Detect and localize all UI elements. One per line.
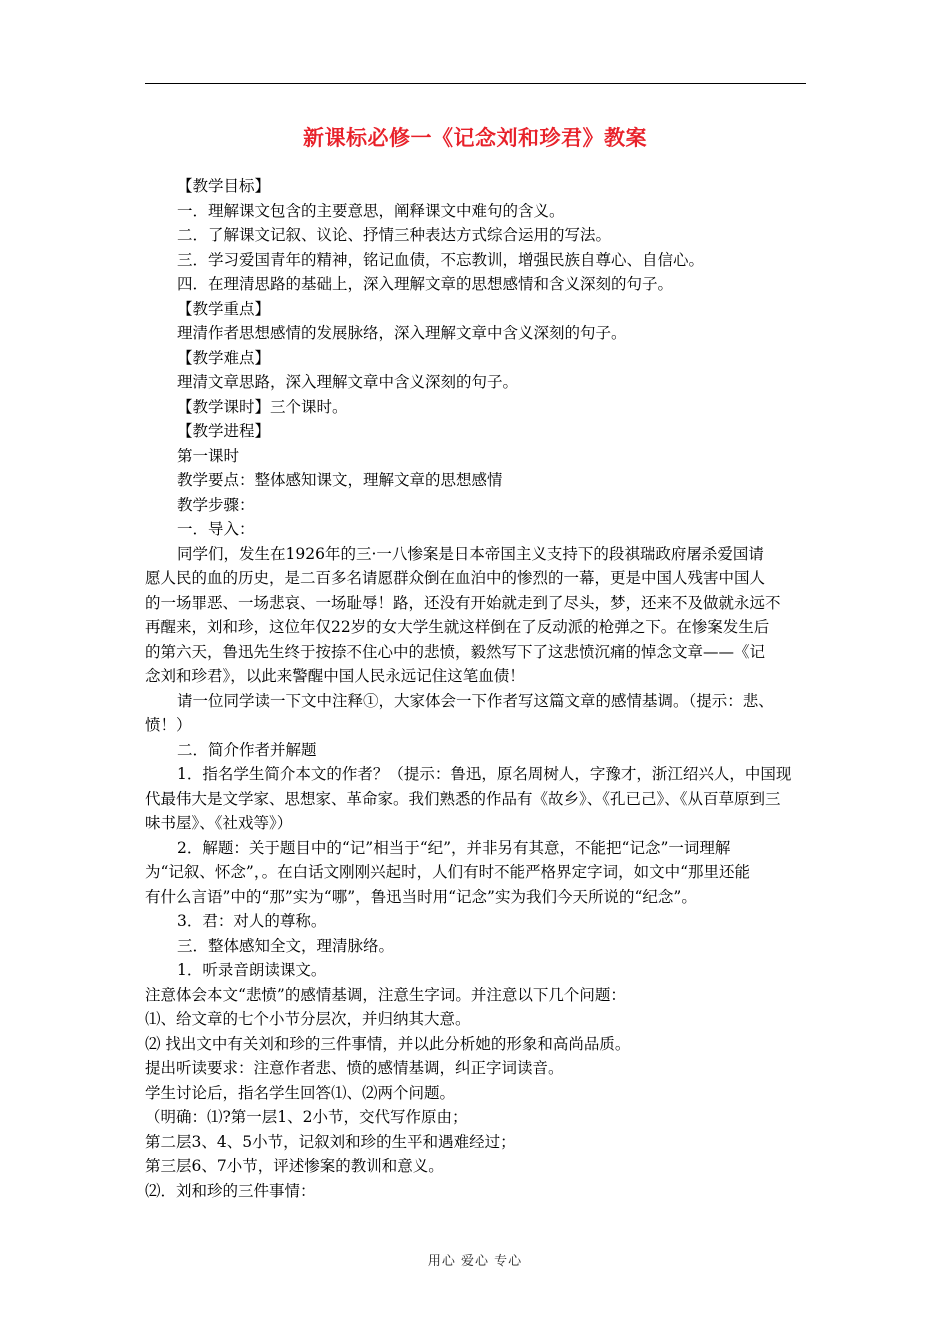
text-line: 的一场罪恶、一场悲哀、一场耻辱！路，还没有开始就走到了尽头，梦，还来不及做就永远不: [145, 593, 781, 612]
section-overview: 三．整体感知全文，理清脉络。: [177, 936, 395, 955]
text-line: 为“记叙、怀念”，。在白话文刚刚兴起时，人们有时不能严格界定字词，如文中“那里还能: [145, 863, 751, 881]
heading-difficulties: 【教学难点】: [177, 348, 271, 367]
objective-4: 四．在理清思路的基础上，深入理解文章的思想感情和含义深刻的句子。: [177, 275, 674, 293]
text-line: ⑵．刘和珍的三件事情：: [145, 1181, 316, 1200]
lesson-focus: 教学要点：整体感知课文，理解文章的思想感情: [177, 471, 503, 489]
text-line: 注意体会本文“悲愤”的感情基调，注意生字词。并注意以下几个问题：: [145, 985, 626, 1004]
document-title: 新课标必修一《记念刘和珍君》教案: [303, 125, 647, 150]
text-line: 再醒来，刘和珍，这位年仅22岁的女大学生就这样倒在了反动派的枪弹之下。在惨案发生后: [145, 618, 770, 636]
document-body: [145, 174, 807, 1203]
text-line: 有什么言语”中的“那”实为“哪”，鲁迅当时用“记念”实为我们今天所说的“纪念”。: [145, 887, 697, 906]
objective-1: 一．理解课文包含的主要意思，阐释课文中难句的含义。: [177, 201, 565, 220]
text-line: ⑵ 找出文中有关刘和珍的三件事情，并以此分析她的形象和高尚品质。: [145, 1034, 631, 1053]
text-line: 请一位同学读一下文中注释①，大家体会一下作者写这篇文章的感情基调。（提示：悲、: [177, 691, 774, 710]
text-line: 第二层3、4、5小节，记叙刘和珍的生平和遇难经过；: [145, 1132, 516, 1151]
objective-3: 三．学习爱国青年的精神，铭记血债，不忘教训，增强民族自尊心、自信心。: [177, 250, 705, 269]
text-line: 念刘和珍君》，以此来警醒中国人民永远记住这笔血债！: [145, 667, 525, 685]
title-explanation-paragraph: [145, 836, 807, 910]
section-author: 二．简介作者并解题: [177, 740, 317, 759]
page-footer: 用心 爱心 专心: [427, 1254, 523, 1269]
text-line: 1．指名学生简介本文的作者？（提示：鲁迅，原名周树人，字豫才，浙江绍兴人，中国现: [177, 765, 792, 783]
text-line: 味书屋》、《社戏等》）: [145, 814, 293, 832]
note-paragraph: [145, 689, 807, 738]
heading-key-points: 【教学重点】: [177, 299, 271, 318]
item-jun: 3．君：对人的尊称。: [177, 912, 327, 930]
text-line: 学生讨论后，指名学生回答⑴、⑵两个问题。: [145, 1083, 456, 1102]
text-line: 提出听读要求：注意作者悲、愤的感情基调，纠正字词读音。: [145, 1059, 564, 1077]
text-line: 愤！）: [145, 716, 192, 734]
heading-process: 【教学进程】: [177, 422, 271, 440]
text-line: 2．解题：关于题目中的“记”相当于“纪”，并非另有其意，不能把“记念”一词理解: [177, 838, 731, 857]
text-line: （明确：⑴?第一层1、2小节，交代写作原由；: [145, 1108, 468, 1126]
first-lesson: 第一课时: [177, 446, 240, 465]
key-points-text: 理清作者思想感情的发展脉络，深入理解文章中含义深刻的句子。: [177, 324, 627, 342]
text-line: 同学们，发生在1926年的三·一八惨案是日本帝国主义支持下的段祺瑞政府屠杀爱国请: [177, 544, 764, 563]
objective-2: 二．了解课文记叙、议论、抒情三种表达方式综合运用的写法。: [177, 226, 612, 244]
teaching-steps: 教学步骤：: [177, 495, 255, 514]
intro-paragraph: [145, 542, 807, 689]
text-line: 第三层6、7小节，评述惨案的教训和意义。: [145, 1157, 444, 1175]
text-line: 1．听录音朗读课文。: [177, 961, 327, 979]
step-intro: 一．导入：: [177, 520, 255, 538]
class-hours: 【教学课时】三个课时。: [177, 397, 348, 416]
text-line: ⑴、给文章的七个小节分层次，并归纳其大意。: [145, 1010, 471, 1028]
text-line: 愿人民的血的历史，是二百多名请愿群众倒在血泊中的惨烈的一幕，更是中国人残害中国人: [145, 569, 766, 587]
heading-objectives: 【教学目标】: [177, 177, 271, 195]
header-rule: [145, 83, 806, 84]
text-line: 的第六天，鲁迅先生终于按捺不住心中的悲愤，毅然写下了这悲愤沉痛的悼念文章——《记: [145, 642, 766, 661]
text-line: 代最伟大是文学家、思想家、革命家。我们熟悉的作品有《故乡》、《孔已己》、《从百草原到三: [145, 789, 781, 808]
author-paragraph: [145, 762, 807, 836]
difficulties-text: 理清文章思路，深入理解文章中含义深刻的句子。: [177, 373, 519, 391]
